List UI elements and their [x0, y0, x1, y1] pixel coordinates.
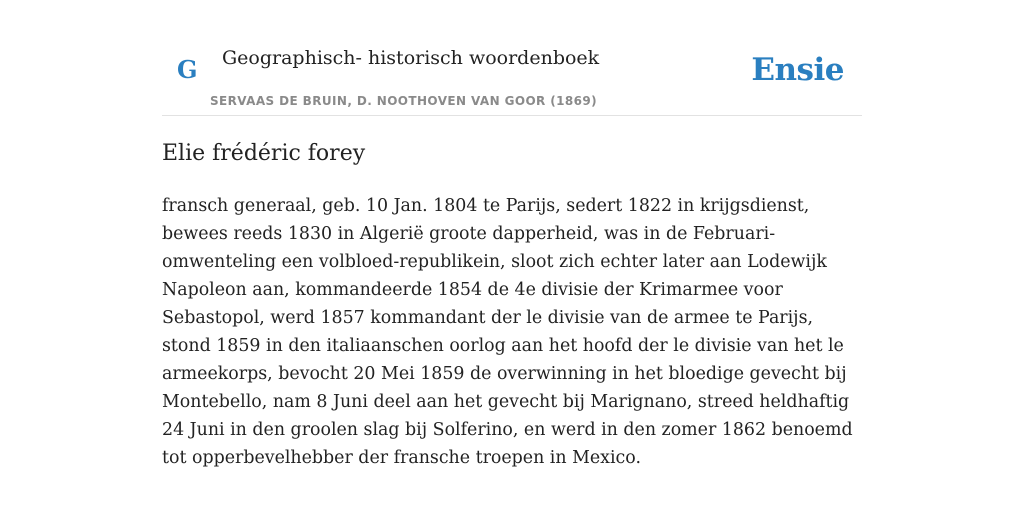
page-header	[162, 40, 862, 116]
book-logo-letter[interactable]: G	[177, 55, 198, 84]
entry-title: Elie frédéric forey	[162, 141, 366, 166]
ensie-brand-logo[interactable]: Ensie	[751, 52, 844, 88]
book-authors: SERVAAS DE BRUIN, D. NOOTHOVEN VAN GOOR (1869)	[210, 94, 598, 108]
book-title[interactable]: Geographisch- historisch woordenboek	[222, 47, 600, 69]
entry-body-text: fransch generaal, geb. 10 Jan. 1804 te Parijs, sedert 1822 in krijgsdienst, bewees reeds 1830 in Algerië groote dapperheid, was in de Februari-omwenteling een volbloed-republikein, sloot zich echter later aan Lodewijk Napoleon aan, kommandeerde 1854 de 4e divisie der Krimarmee voor Sebastopol, werd 1857 kommandant der le divisie van de armee te Parijs, stond 1859 in den italiaanschen oorlog aan het hoofd der le divisie van het le armeekorps, bevocht 20 Mei 1859 de overwinning in het bloedige gevecht bij Montebello, nam 8 Juni deel aan het gevecht bij Marignano, streed heldhaftig 24 Juni in den groolen slag bij Solferino, en werd in den zomer 1862 benoemd tot opperbevelhebber der fransche troepen in Mexico.	[162, 196, 853, 468]
